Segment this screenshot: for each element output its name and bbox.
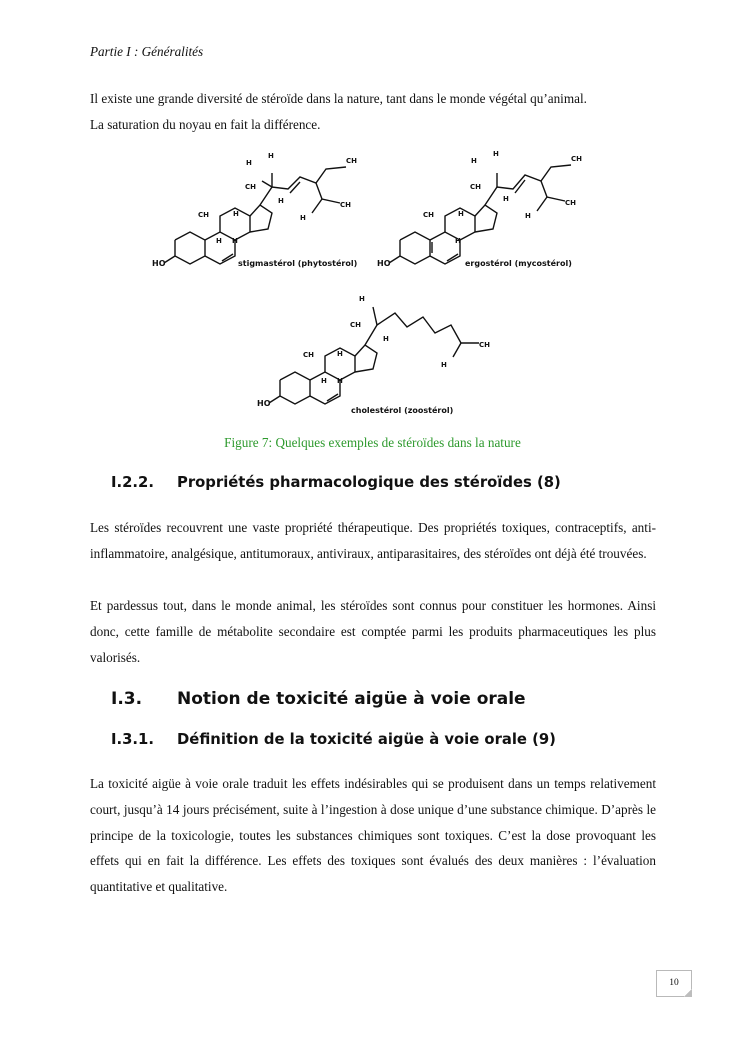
- intro-line-1: Il existe une grande diversité de stéroïde dans la nature, tant dans le monde végétal qu’animal.: [90, 91, 587, 106]
- atom-label: CH: [479, 341, 490, 349]
- figure-caption: Figure 7: Quelques exemples de stéroïdes dans la nature: [224, 435, 521, 450]
- atom-label: H: [337, 377, 343, 385]
- atom-label: H: [503, 195, 509, 203]
- atom-label: HO: [152, 259, 166, 268]
- atom-label: H: [321, 377, 327, 385]
- running-header: Partie I : Généralités: [90, 44, 204, 59]
- cholesterol-structure: [257, 295, 490, 415]
- steroid-structures-figure: [150, 145, 600, 425]
- ergosterol-name: ergostérol (mycostérol): [465, 259, 572, 268]
- atom-label: HO: [377, 259, 391, 268]
- atom-label: H: [216, 237, 222, 245]
- ergosterol-structure: [377, 150, 582, 268]
- atom-label: H: [455, 237, 461, 245]
- atom-label: CH: [198, 211, 209, 219]
- atom-label: H: [278, 197, 284, 205]
- section-heading-i-3: [111, 689, 526, 709]
- properties-paragraph: Les stéroïdes recouvrent une vaste propriété thérapeutique. Des propriétés toxiques, contraceptifs, anti-inflammatoire, analgésique, antitumoraux, antiviraux, antiparasitaires, des stéroïdes ont déjà été trouvées.: [90, 520, 656, 561]
- atom-label: CH: [571, 155, 582, 163]
- atom-label: H: [383, 335, 389, 343]
- atom-label: H: [337, 350, 343, 358]
- stigmasterol-name: stigmastérol (phytostérol): [238, 259, 358, 268]
- atom-label: CH: [245, 183, 256, 191]
- atom-label: CH: [346, 157, 357, 165]
- atom-label: CH: [470, 183, 481, 191]
- atom-label: H: [441, 361, 447, 369]
- section-title: Définition de la toxicité aigüe à voie orale (9): [177, 731, 556, 748]
- atom-label: H: [246, 159, 252, 167]
- atom-label: H: [471, 157, 477, 165]
- atom-label: CH: [340, 201, 351, 209]
- section-number: I.3.: [111, 689, 143, 709]
- atom-label: CH: [423, 211, 434, 219]
- atom-label: H: [525, 212, 531, 220]
- atom-label: CH: [303, 351, 314, 359]
- section-number: I.3.1.: [111, 731, 154, 748]
- intro-paragraph: [90, 86, 656, 138]
- page-number: 10: [656, 970, 692, 997]
- atom-label: H: [232, 237, 238, 245]
- stigmasterol-structure: [152, 152, 357, 268]
- atom-label: H: [300, 214, 306, 222]
- section-title: Propriétés pharmacologique des stéroïdes (8): [177, 474, 561, 491]
- atom-label: HO: [257, 399, 271, 408]
- hormones-paragraph: Et pardessus tout, dans le monde animal, les stéroïdes sont connus pour constituer les hormones. Ainsi donc, cette famille de métabolite secondaire est comptée parmi les produits pharmaceutiques les plus valorisés.: [90, 598, 656, 665]
- atom-label: CH: [565, 199, 576, 207]
- atom-label: H: [268, 152, 274, 160]
- section-title: Notion de toxicité aigüe à voie orale: [177, 689, 526, 709]
- intro-line-2: La saturation du noyau en fait la différence.: [90, 116, 321, 132]
- atom-label: H: [233, 210, 239, 218]
- atom-label: H: [493, 150, 499, 158]
- section-heading-i-3-1: [111, 731, 556, 748]
- atom-label: CH: [350, 321, 361, 329]
- cholesterol-name: cholestérol (zoostérol): [351, 406, 454, 415]
- section-heading-i-2-2: [111, 474, 561, 491]
- atom-label: H: [458, 210, 464, 218]
- section-number: I.2.2.: [111, 474, 154, 491]
- atom-label: H: [359, 295, 365, 303]
- toxicity-paragraph: La toxicité aigüe à voie orale traduit les effets indésirables qui se produisent dans un temps relativement court, jusqu’à 14 jours précisément, suite à l’ingestion à dose unique d’une substance chimique. D’après le principe de la toxicologie, toutes les substances chimiques sont toxiques. C’est la dose provoquant les effets qui en fait la différence. Les effets des toxiques sont évalués des deux manières : l’évaluation quantitative et qualitative.: [90, 776, 656, 895]
